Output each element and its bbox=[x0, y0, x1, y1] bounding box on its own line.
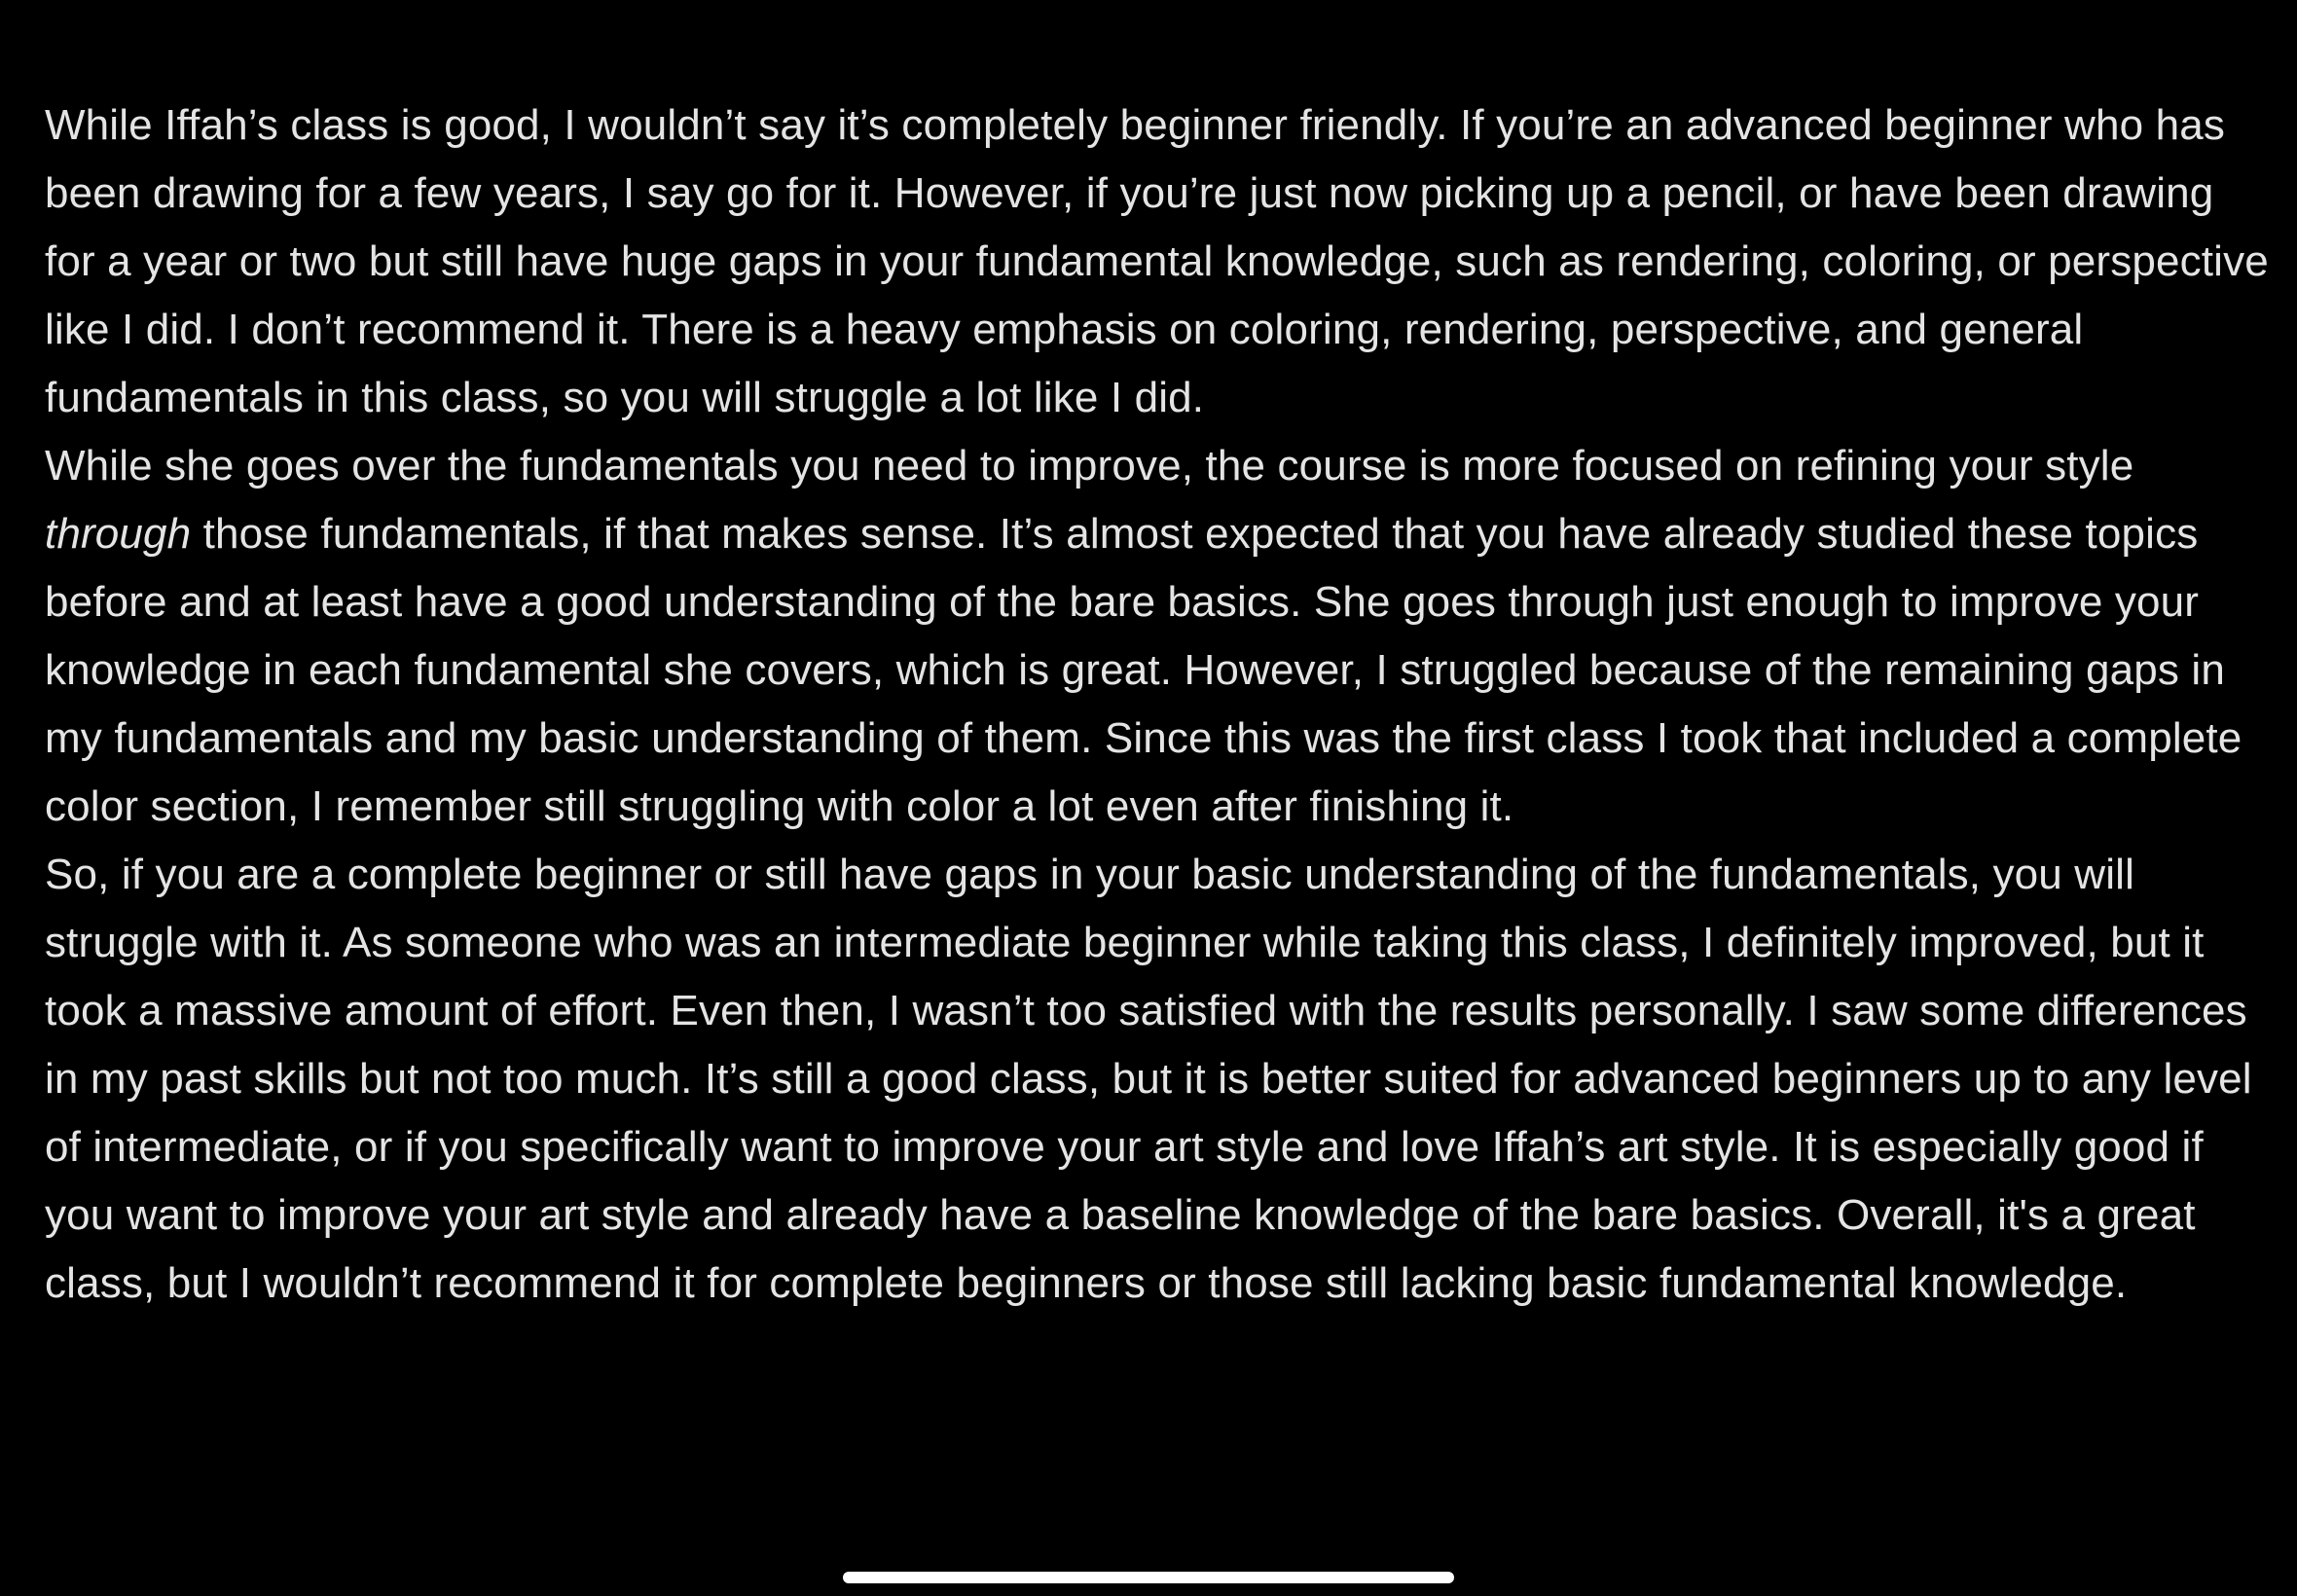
paragraph-text: While Iffah’s class is good, I wouldn’t say it’s completely beginner friendly. If you’re an advanced beginner who has been drawing for a few years, I say go for it. However, if you’re just now picking up a pencil, or have been drawing for a year or two but still have huge gaps in your fundamental knowledge, such as rendering, coloring, or perspective like I did. I don’t recommend it. There is a heavy emphasis on coloring, rendering, perspective, and general fundamentals in this class, so you will struggle a lot like I did. bbox=[45, 101, 2269, 421]
paragraph bbox=[45, 841, 2274, 1318]
paragraph-text: So, if you are a complete beginner or still have gaps in your basic understanding of the fundamentals, you will struggle with it. As someone who was an intermediate beginner while taking this class, I definitely improved, but it took a massive amount of effort. Even then, I wasn’t too satisfied with the results personally. I saw some differences in my past skills but not too much. It’s still a good class, but it is better suited for advanced beginners up to any level of intermediate, or if you specifically want to improve your art style and love Iffah’s art style. It is especially good if you want to improve your art style and already have a baseline knowledge of the bare basics. Overall, it's a great class, but I wouldn’t recommend it for complete beginners or those still lacking basic fundamental knowledge. bbox=[45, 851, 2252, 1307]
paragraph-text: While she goes over the fundamentals you need to improve, the course is more focused on refining your style bbox=[45, 442, 2134, 490]
note-text-body[interactable] bbox=[45, 91, 2274, 1318]
paragraph-text: those fundamentals, if that makes sense. It’s almost expected that you have already studied these topics before and at least have a good understanding of the bare basics. She goes through just enough to improve your knowledge in each fundamental she covers, which is great. However, I struggled because of the remaining gaps in my fundamentals and my basic understanding of them. Since this was the first class I took that included a complete color section, I remember still struggling with color a lot even after finishing it. bbox=[45, 510, 2242, 830]
italic-text: through bbox=[45, 510, 192, 558]
paragraph bbox=[45, 432, 2274, 841]
paragraph bbox=[45, 91, 2274, 432]
home-indicator[interactable] bbox=[843, 1572, 1454, 1583]
